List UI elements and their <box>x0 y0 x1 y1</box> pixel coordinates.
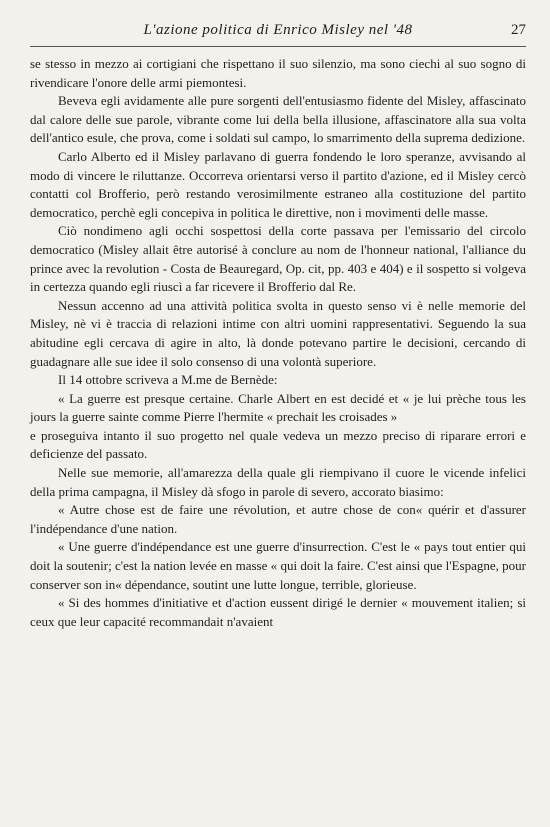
paragraph: se stesso in mezzo ai cortigiani che rispettano il suo silenzio, ma sono ciechi al suo sogno di rivendicare l'onore delle armi piemontesi. <box>30 56 526 90</box>
paragraph: Carlo Alberto ed il Misley parlavano di guerra fondendo le loro speranze, avvisando al modo di vincere le riluttanze. Occorreva orientarsi verso il partito d'azione, ed il Misley cercò contatti col Brofferio, però restando verosimilmente estraneo alla costituzione del partito democratico, perchè egli concepiva in politica le direttive, non i movimenti delle masse. <box>30 148 526 220</box>
paragraph: e proseguiva intanto il suo progetto nel quale vedeva un mezzo preciso di riparare errori e deficienze del passato. <box>30 427 526 462</box>
quotation: « La guerre est presque certaine. Charle Albert en est decidé et « je lui prèche tous les jours la guerre sainte comme Pierre l'hermite « prechait les croisades » <box>30 390 526 425</box>
paragraph: Nelle sue memorie, all'amarezza della quale gli riempivano il cuore le vicende infelici della prima campagna, il Misley dà sfogo in parole di severo, accorato biasimo: <box>30 465 526 499</box>
quotation: « Autre chose est de faire une révolution, et autre chose de con« quérir et d'assurer l'indépendance d'une nation. <box>30 502 526 536</box>
page-number: 27 <box>511 22 526 38</box>
page-header <box>30 18 526 47</box>
paragraph: Nessun accenno ad una attività politica svolta in questo senso vi è nelle memorie del Misley, nè vi è traccia di relazioni intime con altri uomini rappresentativi. Seguendo la sua abitudine egli cercava di agire in alto, là donde potevano partire le decisioni, cercando di guadagnare alle sue idee il solo consenso di una volontà superiore. <box>30 297 526 369</box>
running-head: L'azione politica di Enrico Misley nel '48 <box>143 22 413 38</box>
paragraph: Beveva egli avidamente alle pure sorgenti dell'entusiasmo fidente del Misley, affascinato dal calore delle sue parole, vibrante come lui della bella illusione, affascinatore alla sua volta dell'antico esule, che prova, come i soldati sul campo, lo smarrimento della suprema dedizione. <box>30 93 526 146</box>
paragraph: Il 14 ottobre scriveva a M.me de Bernède: <box>58 372 278 388</box>
body-text <box>30 55 526 631</box>
quotation: « Une guerre d'indépendance est une guerre d'insurrection. C'est le « pays tout entier qui doit la soutenir; c'est la nation levée en masse « qui doit la faire. C'est ainsi que l'Espagne, pour conserver son in« dépendance, soutint une lutte longue, terrible, glorieuse. <box>30 539 526 592</box>
quotation: « Si des hommes d'initiative et d'action eussent dirigé le dernier « mouvement italien; si ceux que leur capacité recommandait n'avaient <box>30 595 526 629</box>
paragraph: Ciò nondimeno agli occhi sospettosi della corte passava per l'emissario del circolo democratico (Misley allait être autorisé à conclure au nom de l'honneur national, l'alliance du prince avec la revolution - Costa de Beauregard, Op. cit, pp. 403 e 404) e il sospetto si volgeva in certezza quando egli riuscì a far ricevere il Brofferio dal Re. <box>30 223 526 295</box>
